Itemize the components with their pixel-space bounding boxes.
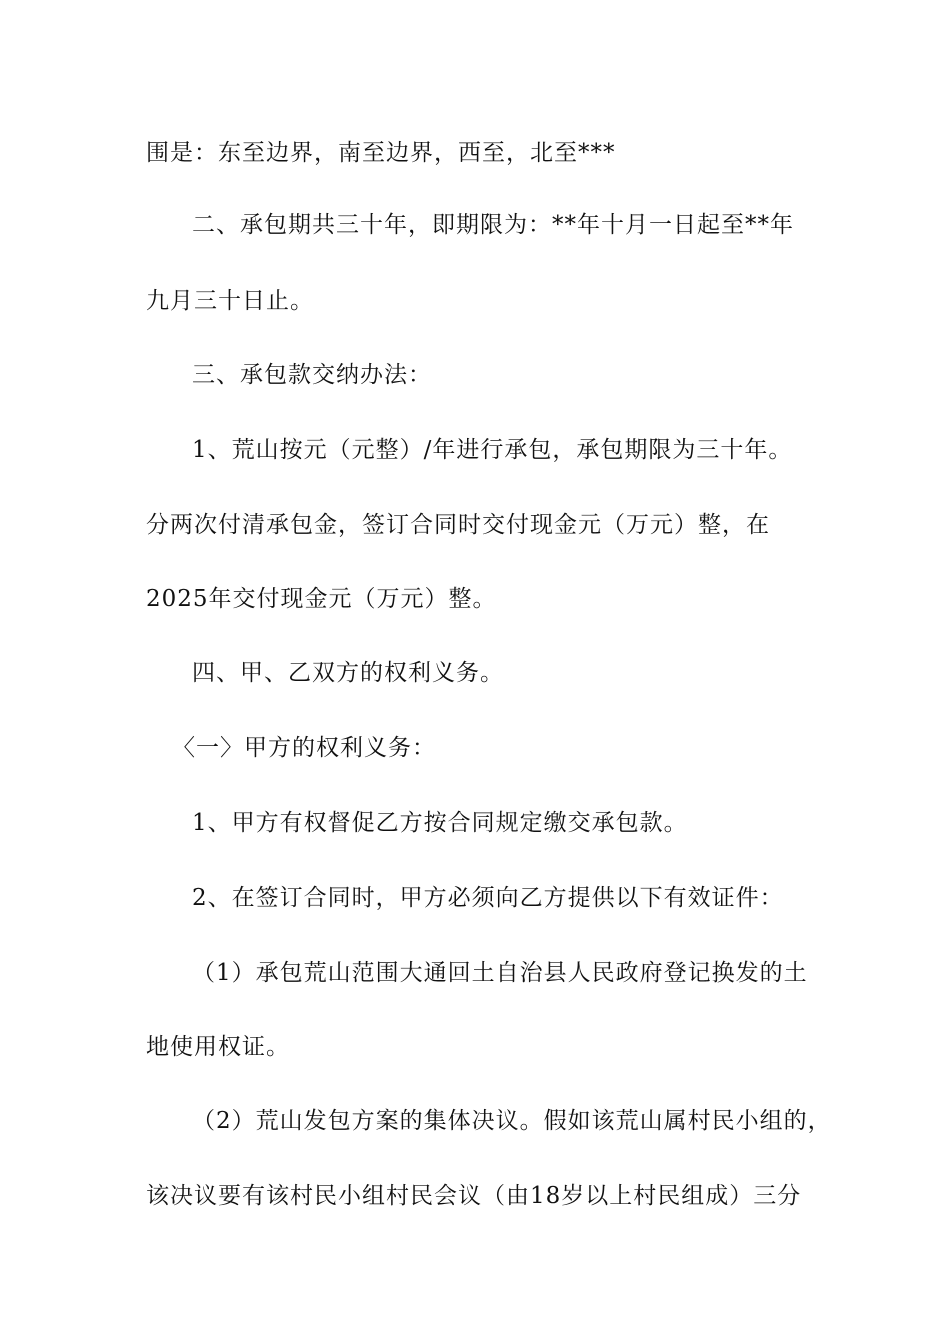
text-line-13: 地使用权证。: [146, 1034, 290, 1060]
text-line-7: 2025年交付现金元（万元）整。: [146, 586, 497, 612]
text-line-1: 围是：东至边界，南至边界，西至，北至***: [146, 140, 616, 166]
text-line-12: （1）承包荒山范围大通回土自治县人民政府登记换发的土: [192, 960, 808, 986]
text-line-6: 分两次付清承包金，签订合同时交付现金元（万元）整，在: [146, 512, 770, 538]
text-line-3: 九月三十日止。: [146, 288, 314, 314]
text-line-9: 〈一〉甲方的权利义务：: [172, 735, 436, 761]
text-line-5: 1、荒山按元（元整）/年进行承包，承包期限为三十年。: [192, 437, 793, 463]
text-line-2: 二、承包期共三十年，即期限为：**年十月一日起至**年: [192, 212, 794, 238]
text-line-11: 2、在签订合同时，甲方必须向乙方提供以下有效证件：: [192, 885, 784, 911]
text-line-4: 三、承包款交纳办法：: [192, 362, 432, 388]
text-line-14: （2）荒山发包方案的集体决议。假如该荒山属村民小组的，: [192, 1108, 832, 1134]
text-line-10: 1、甲方有权督促乙方按合同规定缴交承包款。: [192, 810, 688, 836]
text-line-15: 该决议要有该村民小组村民会议（由18岁以上村民组成）三分: [146, 1183, 802, 1209]
text-line-8: 四、甲、乙双方的权利义务。: [192, 660, 504, 686]
